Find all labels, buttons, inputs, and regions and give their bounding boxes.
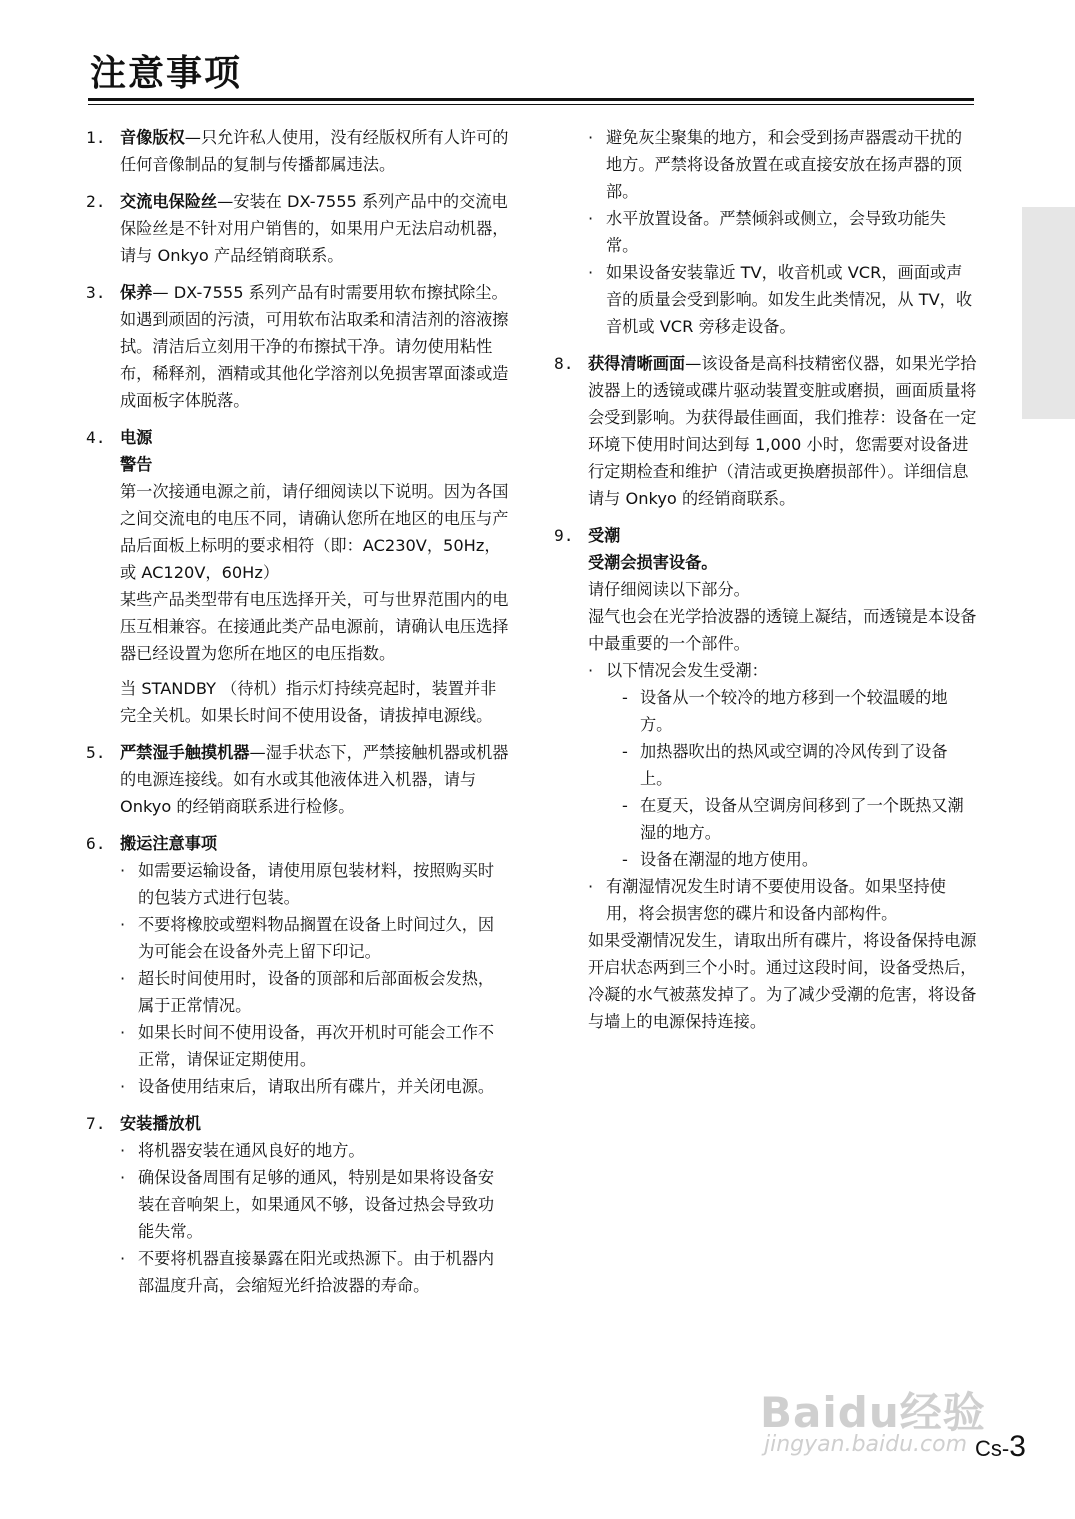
moisture-paragraph-1: 请仔细阅读以下部分。 (588, 580, 750, 599)
section-number: 7. (86, 1114, 106, 1133)
section-number: 3. (86, 283, 106, 302)
list-item (588, 657, 978, 873)
watermark-url: jingyan.baidu.com (764, 1432, 968, 1457)
dash-item: - 在夏天，设备从空调房间移到了一个既热又潮湿的地方。 (622, 792, 978, 846)
power-paragraph-2: 某些产品类型带有电压选择开关，可与世界范围内的电压互相兼容。在接通此类产品电源前，请确认电压选择器已经设置为您所在地区的电压指数。 (120, 590, 509, 663)
section-number: 6. (86, 834, 106, 853)
dash-item: - 设备从一个较冷的地方移到一个较温暖的地方。 (622, 684, 978, 738)
section-power (86, 424, 510, 729)
section-title: 音像版权 (120, 128, 185, 147)
section-number: 2. (86, 192, 106, 211)
list-item: · 有潮湿情况发生时请不要使用设备。如果坚持使用，将会损害您的碟片和设备内部构件。 (588, 873, 978, 927)
list-item: · 不要将橡胶或塑料物品搁置在设备上时间过久，因为可能会在设备外壳上留下印记。 (120, 911, 510, 965)
watermark-brand: Baidu经验 (760, 1388, 986, 1437)
section-title: 电源 (120, 428, 153, 447)
section-number: 8. (554, 354, 574, 373)
list-item: · 设备使用结束后，请取出所有碟片，并关闭电源。 (120, 1073, 510, 1100)
section-number: 4. (86, 428, 106, 447)
section-title: 交流电保险丝 (120, 192, 218, 211)
section-copyright (86, 124, 510, 178)
section-title: 安装播放机 (120, 1114, 201, 1133)
section-number: 9. (554, 526, 574, 545)
section-title: 搬运注意事项 (120, 834, 218, 853)
section-moisture (554, 522, 978, 1035)
moisture-paragraph-2: 湿气也会在光学拾波器的透镜上凝结，而透镜是本设备中最重要的一个部件。 (588, 607, 977, 653)
list-item: · 水平放置设备。严禁倾斜或侧立，会导致功能失常。 (588, 205, 978, 259)
list-item: · 如果长时间不使用设备，再次开机时可能会工作不正常，请保证定期使用。 (120, 1019, 510, 1073)
list-item-text: 以下情况会发生受潮： (606, 661, 768, 680)
section-title: 严禁湿手触摸机器 (120, 743, 250, 762)
section-fuse (86, 188, 510, 269)
title-rule-thick (88, 98, 974, 101)
list-item: · 如果设备安装靠近 TV，收音机或 VCR，画面或声音的质量会受到影响。如发生此类情况，从 TV，收音机或 VCR 旁移走设备。 (588, 259, 978, 340)
install-list (120, 1137, 510, 1299)
section-clear-picture (554, 350, 978, 512)
install-list-continued (588, 124, 978, 340)
list-item: · 确保设备周围有足够的通风，特别是如果将设备安装在音响架上，如果通风不够，设备过热会导致功能失常。 (120, 1164, 510, 1245)
left-column (86, 124, 510, 1309)
section-text: —湿手状态下，严禁接触机器或机器的电源连接线。如有水或其他液体进入机器，请与 Onkyo 的经销商联系进行检修。 (120, 743, 509, 816)
page-number (975, 1430, 1026, 1464)
list-item: · 将机器安装在通风良好的地方。 (120, 1137, 510, 1164)
section-install (86, 1110, 510, 1299)
moisture-conditions (606, 684, 978, 873)
section-care (86, 279, 510, 414)
section-transport (86, 830, 510, 1100)
section-text: —该设备是高科技精密仪器，如果光学拾波器上的透镜或碟片驱动装置变脏或磨损，画面质量将会受到影响。为获得最佳画面，我们推荐：设备在一定环境下使用时间达到每 1,000 小时，您需要对设备进行定期检查和维护（清洁或更换磨损部件）。详细信息请与 Onkyo 的经销商联系。 (588, 354, 977, 508)
section-number: 1. (86, 128, 106, 147)
section-text: —安装在 DX-7555 系列产品中的交流电保险丝是不针对用户销售的，如果用户无法启动机器，请与 Onkyo 产品经销商联系。 (120, 192, 509, 265)
section-title: 获得清晰画面 (588, 354, 686, 373)
list-item: · 避免灰尘聚集的地方，和会受到扬声器震动干扰的地方。严禁将设备放置在或直接安放在扬声器的顶部。 (588, 124, 978, 205)
list-item: · 不要将机器直接暴露在阳光或热源下。由于机器内部温度升高，会缩短光纤拾波器的寿命。 (120, 1245, 510, 1299)
section-install-continued (554, 124, 978, 340)
warning-subtitle: 警告 (120, 455, 153, 474)
section-text: — DX-7555 系列产品有时需要用软布擦拭除尘。如遇到顽固的污渍，可用软布沾取柔和清洁剂的溶液擦拭。清洁后立刻用干净的布擦拭干净。请勿使用粘性布，稀释剂，酒精或其他化学溶剂以免损害罩面漆或造成面板字体脱落。 (120, 283, 509, 410)
moisture-list (588, 657, 978, 927)
side-tab-marker (1022, 207, 1075, 419)
transport-list (120, 857, 510, 1100)
dash-item: - 设备在潮湿的地方使用。 (622, 846, 978, 873)
section-title: 受潮 (588, 526, 621, 545)
section-number: 5. (86, 743, 106, 762)
page-title: 注意事项 (90, 53, 243, 94)
section-title: 保养 (120, 283, 153, 302)
list-item: · 超长时间使用时，设备的顶部和后部面板会发热，属于正常情况。 (120, 965, 510, 1019)
moisture-subtitle: 受潮会损害设备。 (588, 553, 718, 572)
power-paragraph-3: 当 STANDBY （待机）指示灯持续亮起时，装置并非完全关机。如果长时间不使用设备，请拔掉电源线。 (120, 679, 497, 725)
power-paragraph-1: 第一次接通电源之前，请仔细阅读以下说明。因为各国之间交流电的电压不同，请确认您所在地区的电压与产品后面板上标明的要求相符（即：AC230V，50Hz，或 AC120V，60Hz） (120, 482, 509, 582)
moisture-paragraph-3: 如果受潮情况发生，请取出所有碟片，将设备保持电源开启状态两到三个小时。通过这段时间，设备受热后，冷凝的水气被蒸发掉了。为了减少受潮的危害，将设备与墙上的电源保持连接。 (588, 931, 977, 1031)
page-number-value: 3 (1009, 1430, 1026, 1463)
section-wet-hands (86, 739, 510, 820)
page-prefix: Cs- (975, 1436, 1010, 1461)
list-item: · 如需要运输设备，请使用原包装材料，按照购买时的包装方式进行包装。 (120, 857, 510, 911)
section-text: —只允许私人使用，没有经版权所有人许可的任何音像制品的复制与传播都属违法。 (120, 128, 509, 174)
title-rule-thin (88, 104, 974, 105)
right-column (554, 124, 978, 1045)
dash-item: - 加热器吹出的热风或空调的冷风传到了设备上。 (622, 738, 978, 792)
